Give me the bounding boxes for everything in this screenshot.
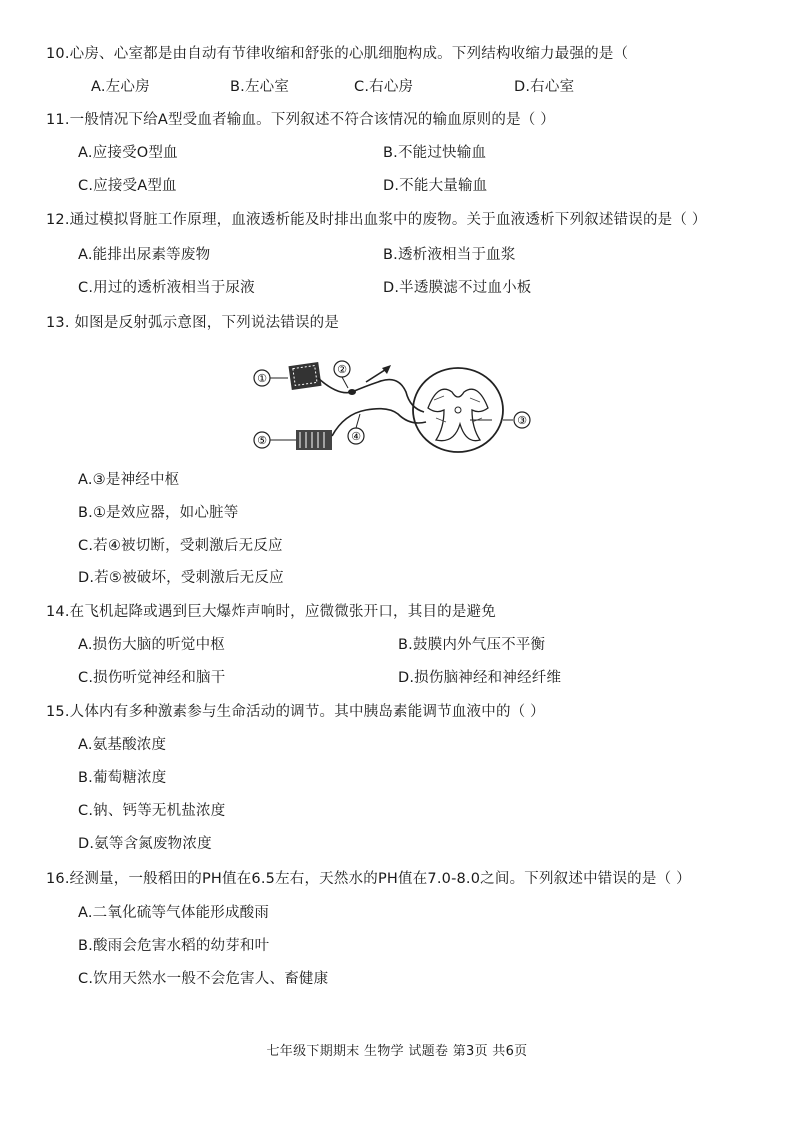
effector-muscle-icon [296,430,332,450]
label-5 [254,432,296,448]
question-13-option-b: B.①是效应器，如心脏等 [78,505,239,521]
question-12-option-a: A.能排出尿素等废物 [78,247,211,263]
question-11-option-d: D.不能大量输血 [383,178,488,194]
ganglion-dot [348,389,356,395]
question-10-option-a: A.左心房 [91,79,150,95]
question-12-option-d: D.半透膜滤不过血小板 [383,280,532,296]
question-13-option-a: A.③是神经中枢 [78,472,180,488]
question-11-option-b: B.不能过快输血 [383,145,487,161]
label-1 [254,370,288,386]
question-15-option-d: D.氨等含氮废物浓度 [78,836,212,852]
svg-text:⑤: ⑤ [257,434,267,447]
question-10-option-d: D.右心室 [514,79,575,95]
question-14-option-c: C.损伤听觉神经和脑干 [78,670,226,686]
question-14-option-b: B.鼓膜内外气压不平衡 [398,637,546,653]
question-11-stem: 11.一般情况下给A型受血者输血。下列叙述不符合该情况的输血原则的是（ ） [46,112,555,128]
question-14-option-d: D.损伤脑神经和神经纤维 [398,670,562,686]
question-13-option-c: C.若④被切断，受刺激后无反应 [78,538,283,554]
question-11-option-a: A.应接受O型血 [78,145,178,161]
receptor-skin-icon [288,362,321,390]
svg-text:①: ① [257,372,267,385]
page-footer: 七年级下期期末 生物学 试题卷 第3页 共6页 [266,1044,528,1059]
reflex-arc-diagram [248,352,538,462]
question-11-option-c: C.应接受A型血 [78,178,177,194]
question-12-stem: 12.通过模拟肾脏工作原理，血液透析能及时排出血浆中的废物。关于血液透析下列叙述错误的是（ ） [46,212,707,228]
question-10-option-b: B.左心室 [230,79,290,95]
question-15-stem: 15.人体内有多种激素参与生命活动的调节。其中胰岛素能调节血液中的（ ） [46,704,545,720]
question-13-stem: 13. 如图是反射弧示意图，下列说法错误的是 [46,315,340,331]
question-16-option-a: A.二氧化硫等气体能形成酸雨 [78,905,270,921]
label-4 [348,414,364,444]
svg-text:②: ② [337,363,347,376]
question-13-option-d: D.若⑤被破坏，受刺激后无反应 [78,570,284,586]
label-2 [334,361,350,388]
question-12-option-c: C.用过的透析液相当于尿液 [78,280,255,296]
svg-text:③: ③ [517,414,527,427]
label-3 [514,412,530,428]
question-16-option-b: B.酸雨会危害水稻的幼芽和叶 [78,938,270,954]
question-15-option-a: A.氨基酸浓度 [78,737,167,753]
question-14-stem: 14.在飞机起降或遇到巨大爆炸声响时，应微微张开口，其目的是避免 [46,604,496,620]
question-10-option-c: C.右心房 [354,79,414,95]
spinal-cord-cross-section [413,368,503,452]
question-16-option-c: C.饮用天然水一般不会危害人、畜健康 [78,971,329,987]
question-16-stem: 16.经测量，一般稻田的PH值在6.5左右，天然水的PH值在7.0-8.0之间。下列叙述中错误的是（ ） [46,871,691,887]
question-10-stem: 10.心房、心室都是由自动有节律收缩和舒张的心肌细胞构成。下列结构收缩力最强的是（ [46,46,629,62]
question-14-option-a: A.损伤大脑的听觉中枢 [78,637,225,653]
efferent-nerve [332,409,426,436]
question-15-option-c: C.钠、钙等无机盐浓度 [78,803,226,819]
afferent-nerve [318,378,424,412]
question-15-option-b: B.葡萄糖浓度 [78,770,167,786]
svg-text:④: ④ [351,430,361,443]
arrow-head-icon [382,365,391,374]
question-12-option-b: B.透析液相当于血浆 [383,247,516,263]
